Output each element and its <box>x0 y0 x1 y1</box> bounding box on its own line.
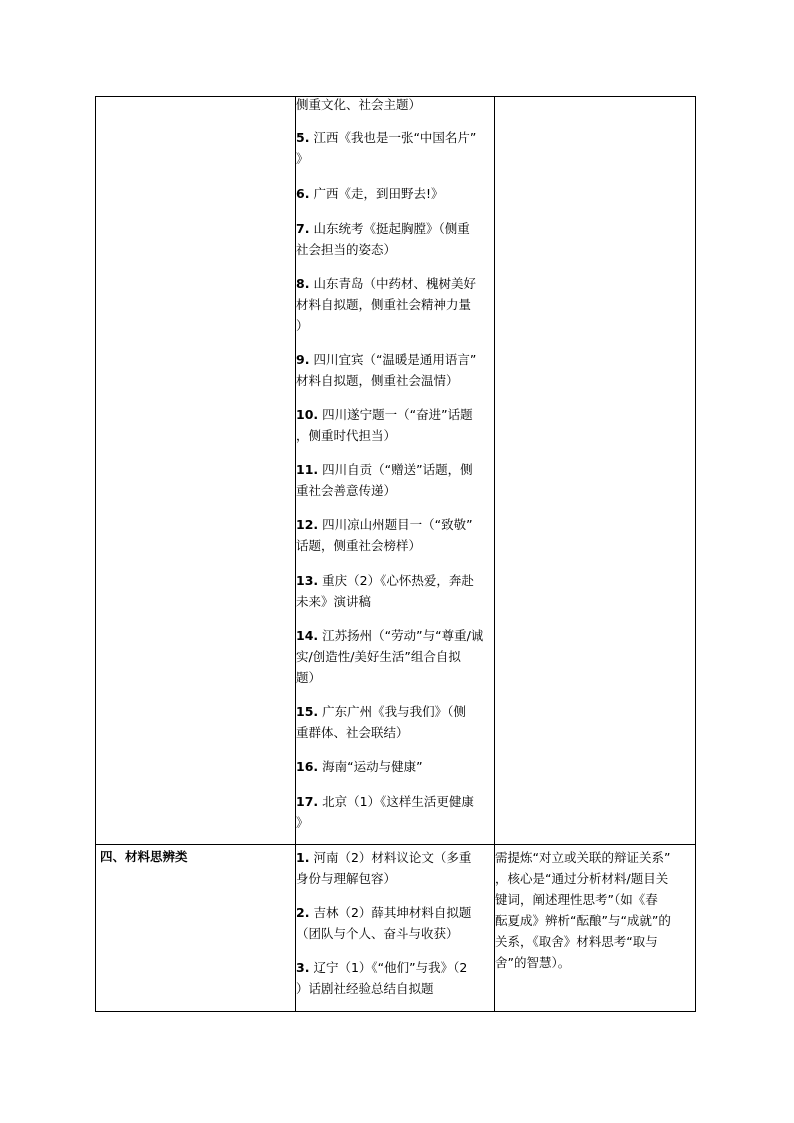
list-item-cont: 材料自拟题，侧重社会精神力量 <box>296 297 472 312</box>
list-item: 9. 四川宜宾（“温暖是通用语言” <box>296 352 477 367</box>
list-item: 8. 山东青岛（中药材、槐树美好 <box>296 276 476 291</box>
note-line: 酝夏成》辨析“酝酿”与“成就”的 <box>495 913 671 928</box>
category-label: 四、材料思辨类 <box>100 849 188 864</box>
list-item-cont: 材料自拟题，侧重社会温情） <box>296 373 459 388</box>
list-item-cont: 实/创造性/美好生活”组合自拟 <box>296 649 461 664</box>
list-item: 2. 吉林（2）薛其坤材料自拟题 <box>296 905 472 920</box>
list-item: 15. 广东广州《我与我们》（侧 <box>296 704 466 719</box>
list-item-cont: ） <box>296 318 309 333</box>
note-line: 键词，阐述理性思考”（如《春 <box>495 892 658 907</box>
table-border-left <box>95 96 96 1012</box>
list-item: 17. 北京（1）《这样生活更健康 <box>296 794 474 809</box>
note-line: ，核心是“通过分析材料/题目关 <box>495 871 669 886</box>
table-border-right <box>695 96 696 1012</box>
note-line: 舍”的智慧）。 <box>495 955 571 970</box>
list-item-cont: 题） <box>296 670 322 685</box>
row-divider <box>95 844 696 845</box>
list-item: 10. 四川遂宁题一（“奋进”话题 <box>296 407 473 422</box>
list-item: 12. 四川凉山州题目一（“致敬” <box>296 517 473 532</box>
list-item-cont: 未来》演讲稿 <box>296 594 372 609</box>
list-item: 16. 海南“运动与健康” <box>296 759 423 774</box>
list-item: 13. 重庆（2）《心怀热爱，奔赴 <box>296 573 474 588</box>
list-item: 5. 江西《我也是一张“中国名片” <box>296 130 477 145</box>
list-item: 7. 山东统考《挺起胸膛》（侧重 <box>296 221 470 236</box>
list-item-cont: 》 <box>296 151 309 166</box>
list-item-cont: （团队与个人、奋斗与收获） <box>296 926 459 941</box>
table-border-bottom <box>95 1011 696 1012</box>
list-item-cont: 社会担当的姿态） <box>296 242 397 257</box>
list-item: 3. 辽宁（1）《“他们”与我》（2 <box>296 960 468 975</box>
list-item-cont: 》 <box>296 815 309 830</box>
list-item-cont: ，侧重时代担当） <box>296 428 397 443</box>
list-item: 6. 广西《走，到田野去!》 <box>296 186 444 201</box>
list-item: 11. 四川自贡（“赠送”话题，侧 <box>296 462 473 477</box>
list-item: 1. 河南（2）材料议论文（多重 <box>296 850 472 865</box>
list-item-cont: 重社会善意传递） <box>296 483 397 498</box>
list-item-cont: ）话剧社经验总结自拟题 <box>296 981 434 996</box>
list-item-cont: 身份与理解包容） <box>296 871 397 886</box>
list-item-cont: 重群体、社会联结） <box>296 725 409 740</box>
list-item-cont: 话题，侧重社会榜样） <box>296 538 422 553</box>
note-line: 需提炼“对立或关联的辩证关系” <box>495 850 671 865</box>
note-line: 关系，《取舍》材料思考“取与 <box>495 934 658 949</box>
list-item: 14. 江苏扬州（“劳动”与“尊重/诚 <box>296 628 484 643</box>
topic-table <box>95 96 696 1012</box>
list-item: 侧重文化、社会主题） <box>296 97 422 112</box>
